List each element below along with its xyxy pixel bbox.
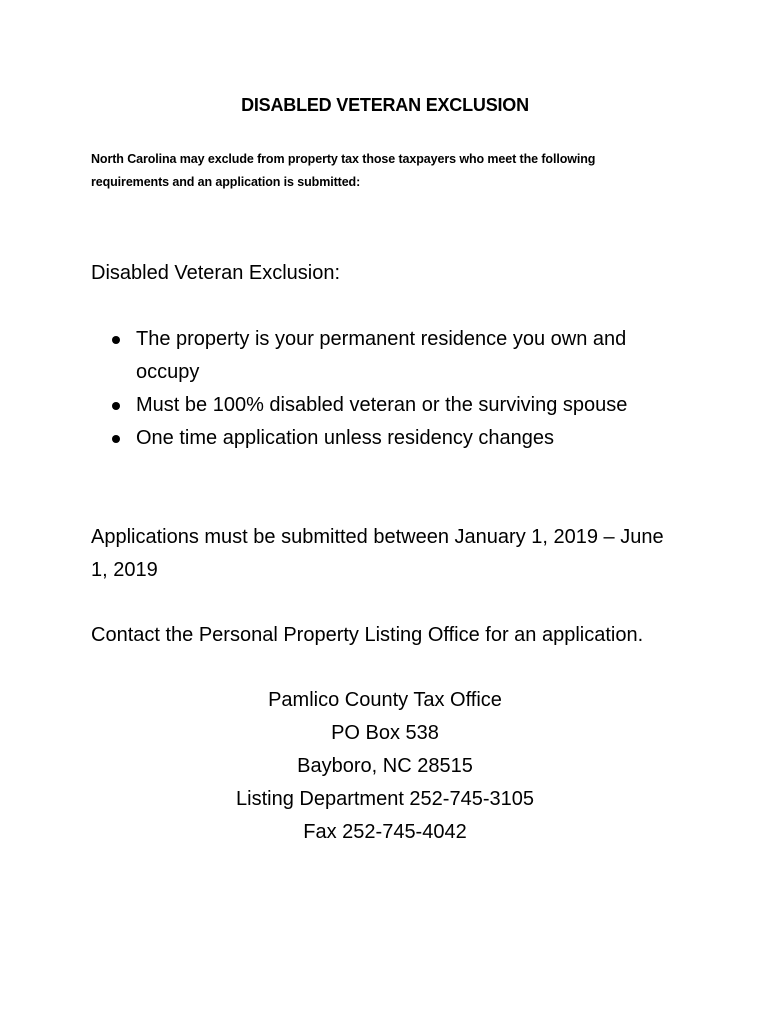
requirements-list	[110, 323, 680, 455]
list-item	[110, 323, 680, 389]
contact-notice: Contact the Personal Property Listing Office for an application.	[91, 624, 644, 646]
po-box: PO Box 538	[331, 722, 439, 744]
listing-phone: Listing Department 252-745-3105	[236, 788, 534, 810]
bullet-icon	[112, 336, 120, 344]
document-title: DISABLED VETERAN EXCLUSION	[241, 95, 529, 115]
list-item	[110, 389, 680, 422]
intro-paragraph: North Carolina may exclude from property tax those taxpayers who meet the following requirements and an application is submitted:	[91, 152, 596, 189]
bullet-icon	[112, 402, 120, 410]
office-name: Pamlico County Tax Office	[268, 689, 502, 711]
list-item-text: The property is your permanent residence you own and occupy	[136, 328, 627, 383]
list-item-text: Must be 100% disabled veteran or the surviving spouse	[136, 394, 628, 416]
list-item	[110, 422, 680, 455]
fax-number: Fax 252-745-4042	[303, 821, 467, 843]
bullet-icon	[112, 435, 120, 443]
dates-notice: Applications must be submitted between January 1, 2019 – June 1, 2019	[91, 526, 664, 581]
city-state-zip: Bayboro, NC 28515	[297, 755, 473, 777]
office-address	[0, 684, 770, 849]
section-heading: Disabled Veteran Exclusion:	[91, 262, 341, 284]
list-item-text: One time application unless residency changes	[136, 427, 555, 449]
